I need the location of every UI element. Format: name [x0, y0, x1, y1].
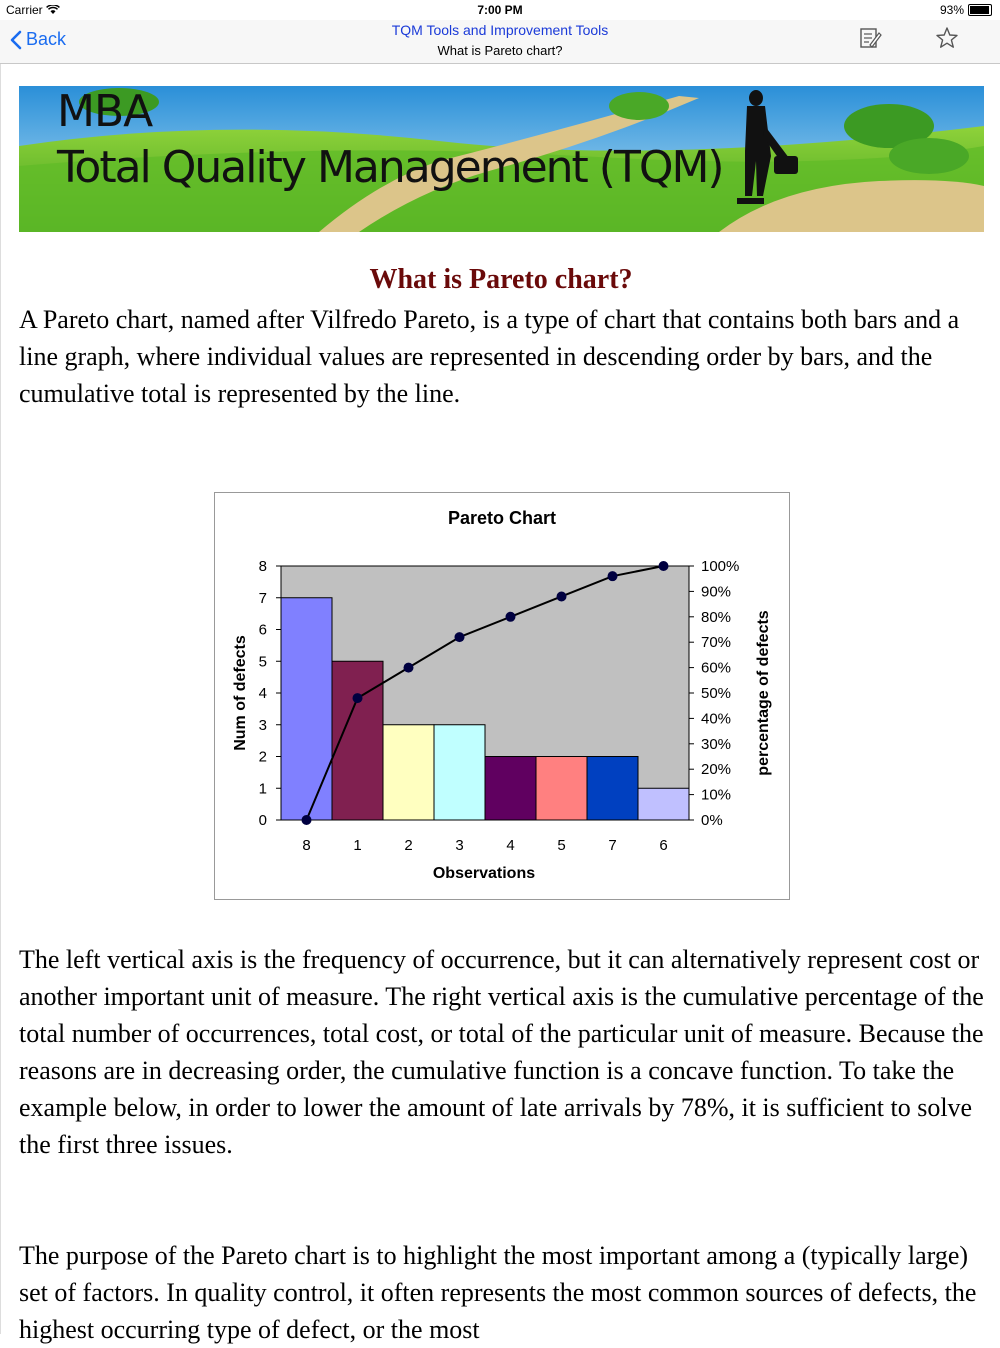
y2-tick-label: 50% [701, 685, 732, 702]
carrier-label: Carrier [6, 3, 60, 17]
y-tick-label: 4 [258, 685, 267, 702]
x-tick-label: 2 [404, 837, 413, 854]
navigation-bar [0, 20, 1000, 64]
bar-3 [434, 725, 485, 820]
battery-percent: 93% [939, 3, 964, 17]
y2-tick-label: 10% [701, 786, 732, 804]
y2-tick-label: 30% [701, 735, 732, 753]
paragraph-axes: The left vertical axis is the frequency of occurrence, but it can alternatively represent cost or another important unit of measure. The right vertical axis is the cumulative percentage of the total number of occurrences, total cost, or total of the particular unit of measure. Because the reasons are in decreasing order, the cumulative function is a concave function. To take the example below, in order to lower the amount of late arrivals by 78%, it is sufficient to solve the first three issues. [19, 945, 984, 1159]
bar-4 [485, 757, 536, 821]
paragraph-purpose: The purpose of the Pareto chart is to highlight the most important among a (typically large) set of factors. In quality control, it often represents the most common sources of defects, the highest occurring type of defect, or the most [19, 1241, 977, 1344]
y-tick-label: 5 [258, 653, 267, 671]
x-tick-label: 6 [659, 837, 668, 854]
x-tick-label: 3 [455, 837, 464, 854]
y2-tick-label: 90% [701, 583, 732, 601]
x-tick-label: 5 [557, 837, 566, 854]
article-heading: What is Pareto chart? [369, 264, 633, 295]
cumulative-point [557, 591, 567, 601]
y2-tick-label: 60% [701, 659, 732, 677]
x-tick-label: 1 [353, 837, 362, 854]
edit-note-icon[interactable] [857, 25, 883, 51]
status-bar [0, 0, 1000, 20]
back-label: Back [26, 29, 67, 49]
cumulative-point [506, 612, 516, 622]
y-tick-label: 7 [258, 589, 267, 607]
y-tick-label: 0 [258, 812, 267, 829]
battery-status [940, 3, 992, 17]
cumulative-point [608, 571, 618, 581]
nav-subtitle: What is Pareto chart? [437, 43, 563, 58]
bar-5 [536, 757, 587, 821]
x-tick-label: 8 [302, 837, 311, 854]
cumulative-point [302, 815, 312, 825]
cumulative-point [659, 561, 669, 571]
y-tick-label: 2 [258, 748, 267, 766]
y-tick-label: 6 [258, 621, 267, 639]
y2-tick-label: 0% [701, 812, 723, 829]
bar-2 [383, 725, 434, 820]
banner-title-mba: MBA [57, 86, 153, 137]
y2-tick-label: 80% [701, 608, 732, 626]
y2-tick-label: 20% [701, 761, 732, 779]
y2-tick-label: 40% [701, 710, 732, 728]
paragraph-intro: A Pareto chart, named after Vilfredo Pareto, is a type of chart that contains both bars and a line graph, where individual values are represented in descending order by bars, and the cumulative total is represented by the line. [19, 305, 960, 408]
cumulative-point [455, 632, 465, 642]
x-tick-label: 4 [506, 837, 515, 854]
status-time: 7:00 PM [477, 3, 523, 17]
bar-8 [281, 598, 332, 820]
nav-title: TQM Tools and Improvement Tools [391, 22, 609, 38]
pareto-chart-svg [215, 493, 789, 899]
x-axis-title: Observations [432, 865, 536, 882]
star-icon[interactable] [934, 25, 960, 51]
article-view[interactable] [0, 64, 1000, 1344]
y-tick-label: 8 [258, 558, 267, 575]
cumulative-point [353, 693, 363, 703]
y2-tick-label: 100% [701, 558, 740, 575]
chart-title: Pareto Chart [447, 508, 557, 528]
mba-tqm-banner [19, 86, 984, 232]
bar-7 [587, 757, 638, 821]
y-axis-title: Num of defects [232, 635, 249, 751]
cumulative-point [404, 663, 414, 673]
bar-6 [638, 788, 689, 820]
pareto-chart [214, 492, 790, 900]
x-tick-label: 7 [608, 837, 617, 854]
y2-axis-title: percentage of defects [755, 610, 772, 776]
battery-icon [968, 4, 992, 16]
y-tick-label: 1 [258, 780, 267, 798]
banner-title-tqm: Total Quality Management (TQM) [57, 142, 723, 193]
y-tick-label: 3 [258, 716, 267, 734]
y2-tick-label: 70% [701, 634, 732, 652]
